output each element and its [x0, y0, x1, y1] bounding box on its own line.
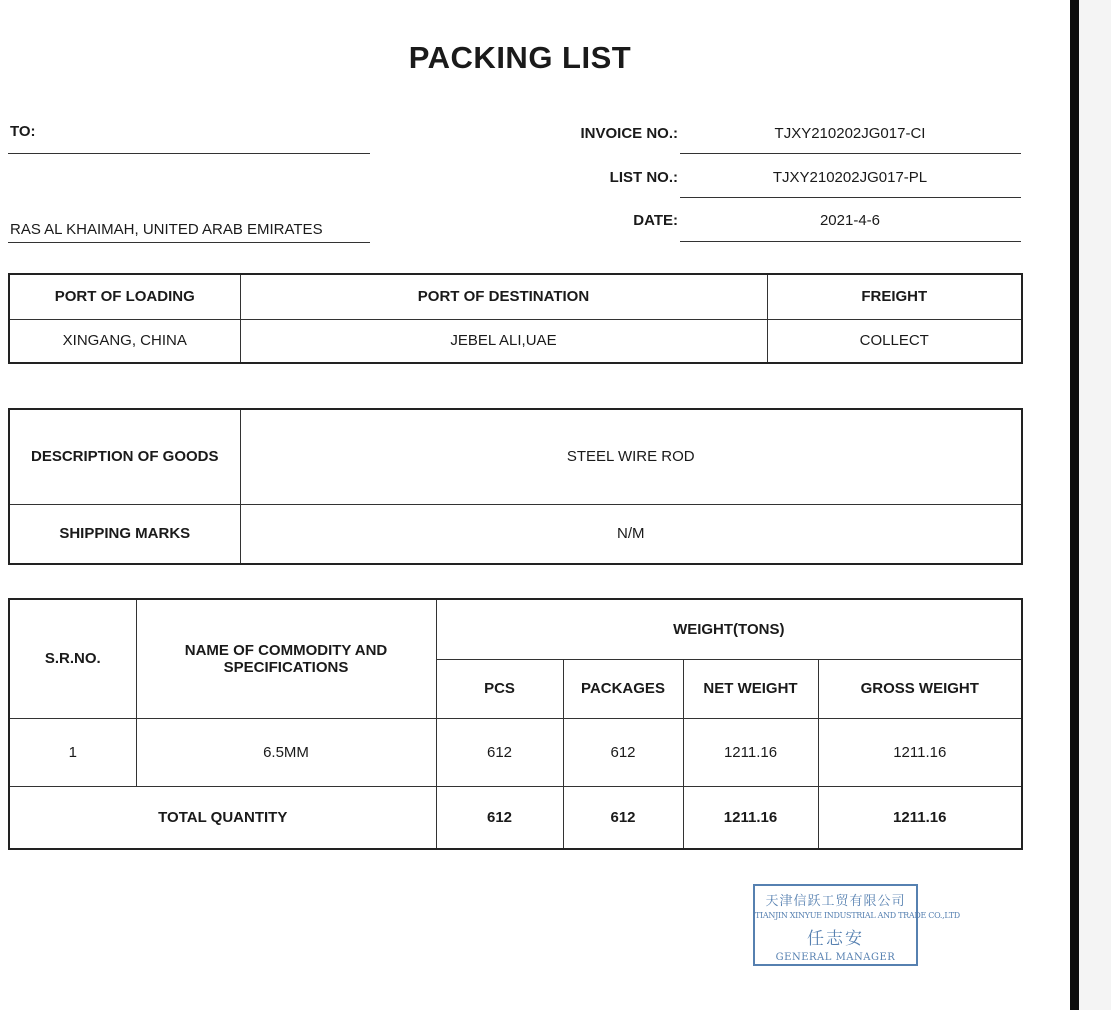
total-pcs: 612	[436, 786, 563, 849]
stamp-company-cn: 天津信跃工贸有限公司	[765, 894, 906, 909]
date-label: DATE:	[633, 212, 678, 229]
row-gross-weight: 1211.16	[818, 718, 1022, 786]
items-table	[8, 598, 1023, 850]
port-of-loading-header: PORT OF LOADING	[9, 274, 240, 319]
invoice-no-value: TJXY210202JG017-CI	[774, 125, 926, 142]
date-value: 2021-4-6	[819, 212, 881, 229]
document-title: PACKING LIST	[408, 40, 632, 75]
address-underline	[8, 242, 370, 243]
list-no-underline	[680, 197, 1021, 198]
invoice-no-label: INVOICE NO.:	[580, 125, 678, 142]
weight-header: WEIGHT(TONS)	[436, 599, 1022, 659]
port-of-destination-value: JEBEL ALI,UAE	[240, 319, 767, 363]
total-label: TOTAL QUANTITY	[9, 786, 436, 849]
row-commodity: 6.5MM	[136, 718, 436, 786]
total-net-weight: 1211.16	[683, 786, 818, 849]
page-edge-shadow	[1070, 0, 1079, 1010]
row-srno: 1	[9, 718, 136, 786]
goods-table	[8, 408, 1023, 565]
shipping-table	[8, 273, 1023, 364]
company-stamp	[753, 884, 960, 966]
shipping-marks-label: SHIPPING MARKS	[9, 504, 240, 564]
stamp-signature: 任志安	[807, 929, 864, 949]
gross-weight-header: GROSS WEIGHT	[818, 659, 1022, 718]
total-row	[9, 786, 1022, 849]
freight-value: COLLECT	[767, 319, 1022, 363]
pcs-header: PCS	[436, 659, 563, 718]
list-no-value: TJXY210202JG017-PL	[772, 169, 928, 186]
row-net-weight: 1211.16	[683, 718, 818, 786]
invoice-no-underline	[680, 153, 1021, 154]
row-pcs: 612	[436, 718, 563, 786]
packages-header: PACKAGES	[563, 659, 683, 718]
stamp-role: GENERAL MANAGER	[775, 952, 896, 963]
port-of-loading-value: XINGANG, CHINA	[9, 319, 240, 363]
total-gross-weight: 1211.16	[818, 786, 1022, 849]
to-underline	[8, 153, 370, 154]
shipping-marks-value: N/M	[240, 504, 1022, 564]
description-of-goods-label: DESCRIPTION OF GOODS	[9, 409, 240, 504]
commodity-header: NAME OF COMMODITY AND SPECIFICATIONS	[136, 599, 436, 718]
srno-header: S.R.NO.	[9, 599, 136, 718]
list-no-label: LIST NO.:	[609, 169, 678, 186]
freight-header: FREIGHT	[767, 274, 1022, 319]
date-underline	[680, 241, 1021, 242]
description-of-goods-value: STEEL WIRE ROD	[240, 409, 1022, 504]
address-line: RAS AL KHAIMAH, UNITED ARAB EMIRATES	[10, 221, 323, 238]
total-packages: 612	[563, 786, 683, 849]
table-row	[9, 718, 1022, 786]
row-packages: 612	[563, 718, 683, 786]
to-label: TO:	[10, 123, 36, 140]
net-weight-header: NET WEIGHT	[683, 659, 818, 718]
port-of-destination-header: PORT OF DESTINATION	[240, 274, 767, 319]
stamp-company-en: TIANJIN XINYUE INDUSTRIAL AND TRADE CO.,LTD	[755, 911, 960, 920]
